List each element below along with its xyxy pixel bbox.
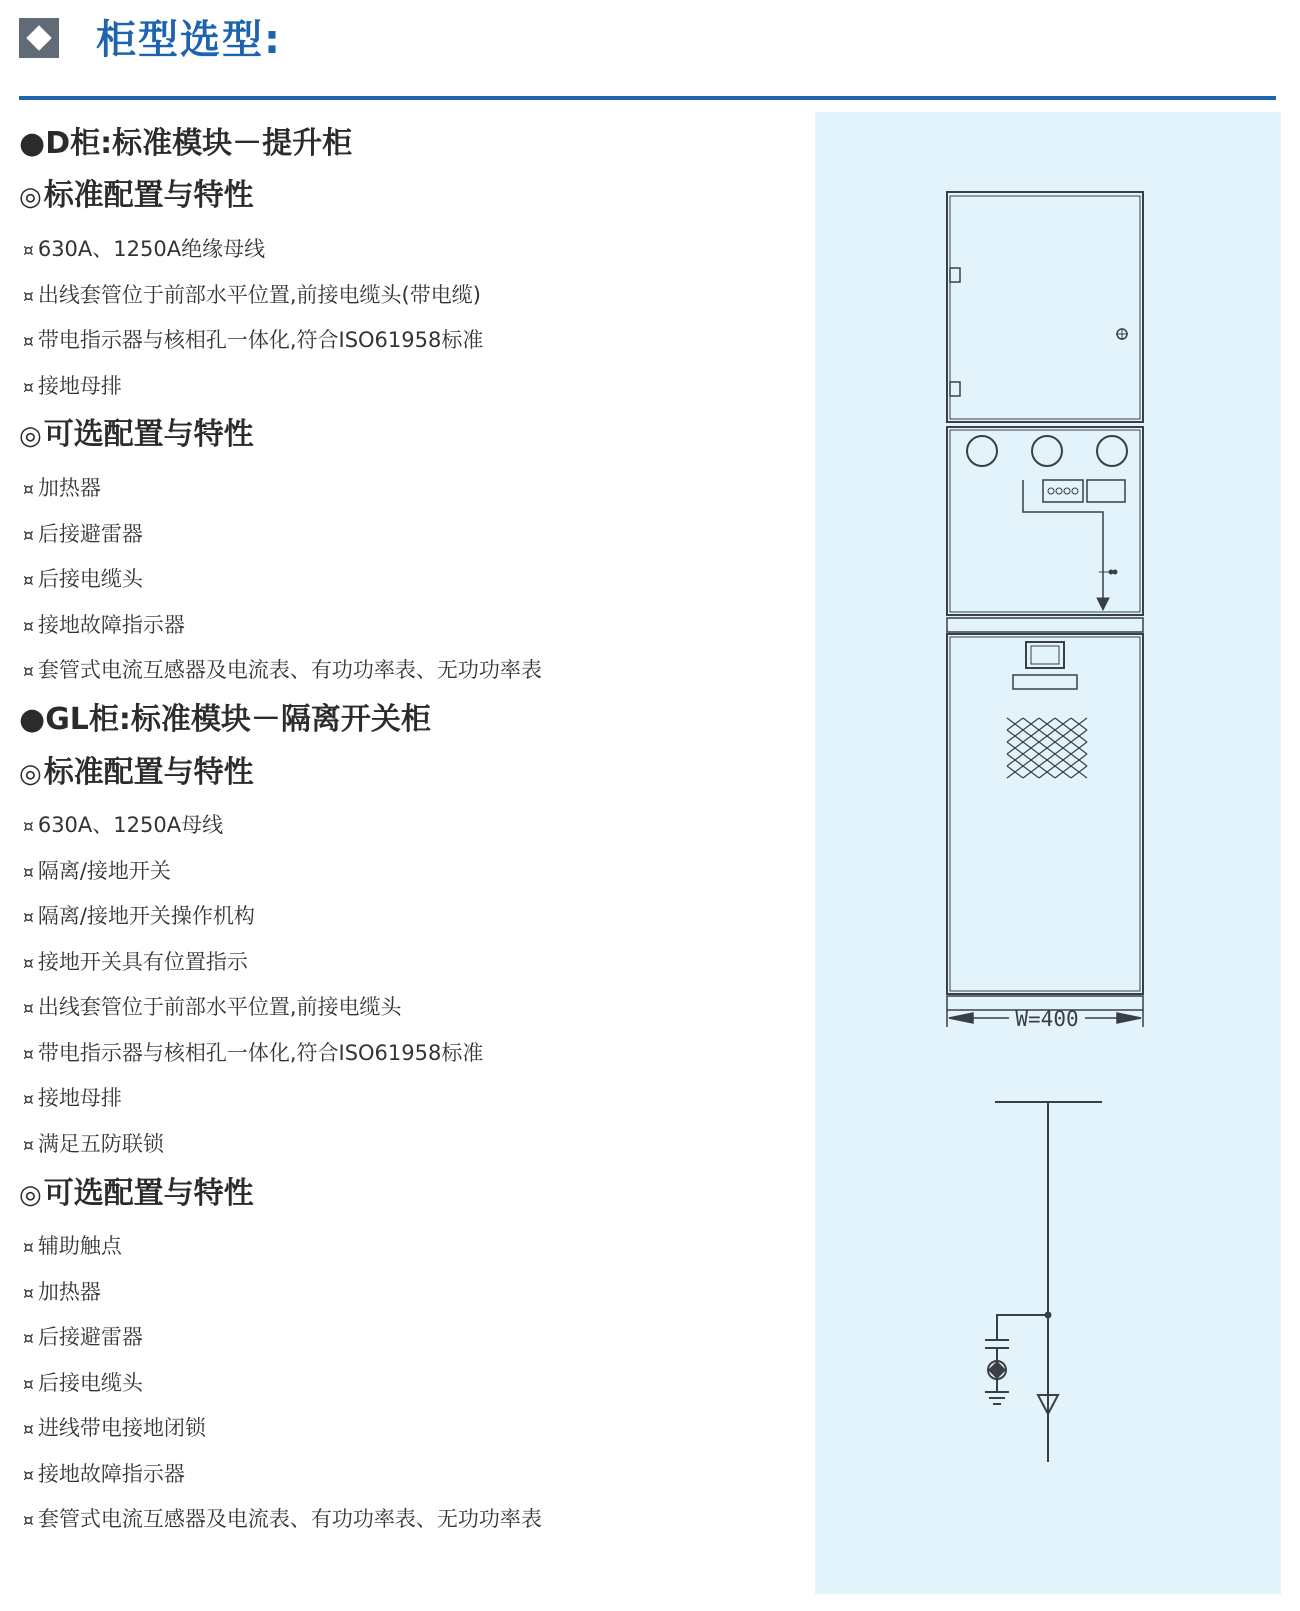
cabinet-diagram-panel	[815, 112, 1281, 1594]
display-window	[1087, 480, 1125, 502]
arrow-right-icon	[1117, 1013, 1141, 1023]
list-item-text: 套管式电流互感器及电流表、有功功率表、无功功率表	[37, 1507, 542, 1531]
list-item-text: 带电指示器与核相孔一体化,符合ISO61958标准	[37, 1040, 484, 1065]
indicator-light-icon	[1032, 436, 1062, 466]
list-item	[23, 1504, 542, 1536]
middle-compartment	[947, 427, 1143, 615]
list-item	[23, 564, 143, 596]
hinge-icon	[950, 268, 960, 282]
list-item-text: 套管式电流互感器及电流表、有功功率表、无功功率表	[37, 658, 542, 682]
item-bullet-icon: ¤	[23, 377, 34, 398]
list-item	[23, 947, 248, 979]
list-item	[23, 1322, 143, 1354]
item-bullet-icon: ¤	[23, 616, 34, 637]
page-title: 柜型选型:	[96, 17, 282, 63]
item-bullet-icon: ¤	[23, 571, 34, 591]
handle-slot	[1013, 675, 1077, 689]
list-item	[23, 810, 223, 842]
list-item	[23, 1231, 122, 1263]
list-item-text: 加热器	[37, 1279, 101, 1304]
list-item	[23, 610, 185, 642]
list-item-text: 辅助触点	[37, 1234, 122, 1258]
list-item-text: 出线套管位于前部水平位置,前接电缆头	[37, 995, 402, 1019]
item-bullet-icon: ¤	[23, 862, 34, 883]
list-item-text: 进线带电接地闭锁	[37, 1416, 206, 1440]
item-bullet-icon: ¤	[23, 1511, 34, 1531]
list-item-text: 带电指示器与核相孔一体化,符合ISO61958标准	[37, 328, 484, 352]
hinge-icon	[950, 382, 960, 396]
subsection-bullet-icon: ◎	[19, 759, 42, 789]
list-item	[23, 1129, 164, 1161]
item-bullet-icon: ¤	[23, 908, 34, 928]
item-bullet-icon: ¤	[23, 1420, 34, 1440]
list-item	[23, 1277, 101, 1309]
gl-cabinet-title-text: GL柜:标准模块－隔离开关柜	[45, 702, 431, 737]
d-standard-title	[19, 176, 254, 217]
gl-standard-title-text: 标准配置与特性	[43, 755, 254, 790]
phase-indicator-icon	[1043, 480, 1083, 502]
d-optional-title	[19, 415, 254, 456]
list-item	[23, 325, 483, 357]
ventilation-grill	[1007, 718, 1087, 778]
list-item-text: 隔离/接地开关	[37, 858, 171, 883]
list-item-text: 满足五防联锁	[37, 1131, 164, 1156]
list-item	[23, 1413, 206, 1445]
item-bullet-icon: ¤	[23, 1465, 34, 1486]
section-bullet-icon: ●	[19, 126, 46, 161]
title-divider	[19, 96, 1276, 100]
list-item-text: 接地故障指示器	[37, 612, 185, 637]
item-bullet-icon: ¤	[23, 1044, 34, 1065]
subsection-bullet-icon: ◎	[19, 182, 42, 212]
item-bullet-icon: ¤	[23, 1238, 34, 1258]
item-bullet-icon: ¤	[23, 286, 34, 307]
item-bullet-icon: ¤	[23, 1090, 34, 1110]
list-item-text: 加热器	[37, 476, 101, 500]
list-item	[23, 1083, 122, 1115]
list-item	[23, 234, 265, 266]
d-cabinet-title-text: D柜:标准模块－提升柜	[45, 126, 353, 161]
list-item-text: 接地母排	[37, 1086, 122, 1110]
list-item	[23, 1368, 143, 1400]
diamond-icon	[26, 25, 51, 50]
item-bullet-icon: ¤	[23, 953, 34, 974]
list-item-text: 出线套管位于前部水平位置,前接电缆头(带电缆)	[37, 282, 481, 307]
list-item	[23, 280, 481, 312]
item-bullet-icon: ¤	[23, 1135, 34, 1156]
d-optional-title-text: 可选配置与特性	[43, 417, 254, 452]
item-bullet-icon: ¤	[23, 662, 34, 682]
list-item	[23, 1459, 185, 1491]
single-line-schematic	[985, 1102, 1102, 1462]
section-bullet-icon: ●	[19, 702, 46, 737]
arrow-down-icon	[1097, 598, 1109, 610]
list-item-text: 隔离/接地开关操作机构	[37, 904, 255, 928]
item-bullet-icon: ¤	[23, 817, 34, 837]
item-bullet-icon: ¤	[23, 999, 34, 1019]
item-bullet-icon: ¤	[23, 525, 34, 546]
list-item-text: 接地故障指示器	[37, 1461, 185, 1486]
upper-compartment	[947, 192, 1143, 422]
gl-optional-title	[19, 1174, 254, 1215]
list-item-text: 接地母排	[37, 373, 122, 398]
list-item	[23, 856, 171, 888]
list-item	[23, 371, 122, 403]
gl-optional-title-text: 可选配置与特性	[43, 1176, 254, 1211]
list-item-text: 后接电缆头	[37, 567, 143, 591]
item-bullet-icon: ¤	[23, 332, 34, 352]
subsection-bullet-icon: ◎	[19, 421, 42, 451]
d-standard-title-text: 标准配置与特性	[43, 178, 254, 213]
list-item	[23, 473, 101, 505]
indicator-light-icon	[967, 436, 997, 466]
list-item	[23, 1038, 483, 1070]
item-bullet-icon: ¤	[23, 1374, 34, 1395]
item-bullet-icon: ¤	[23, 1283, 34, 1304]
arrow-left-icon	[949, 1013, 973, 1023]
list-item-text: 后接避雷器	[37, 1325, 143, 1349]
list-item	[23, 992, 402, 1024]
lower-compartment	[947, 634, 1143, 994]
list-item-text: 后接电缆头	[37, 1370, 143, 1395]
gl-standard-title	[19, 753, 254, 794]
list-item-text: 630A、1250A母线	[37, 813, 224, 837]
item-bullet-icon: ¤	[23, 241, 34, 261]
gl-cabinet-title	[19, 700, 431, 740]
list-item-text: 后接避雷器	[37, 521, 143, 546]
list-item-text: 接地开关具有位置指示	[37, 949, 248, 974]
cabinet-diagram	[815, 112, 1281, 1594]
d-cabinet-title	[19, 124, 352, 164]
header-icon-box	[19, 18, 59, 58]
list-item	[23, 655, 542, 687]
list-item-text: 630A、1250A绝缘母线	[37, 237, 266, 261]
indicator-light-icon	[1097, 436, 1127, 466]
list-item	[23, 901, 255, 933]
width-dimension-label: W=400	[1015, 1007, 1079, 1031]
list-item	[23, 519, 143, 551]
item-bullet-icon: ¤	[23, 480, 34, 500]
subsection-bullet-icon: ◎	[19, 1180, 42, 1210]
item-bullet-icon: ¤	[23, 1329, 34, 1349]
